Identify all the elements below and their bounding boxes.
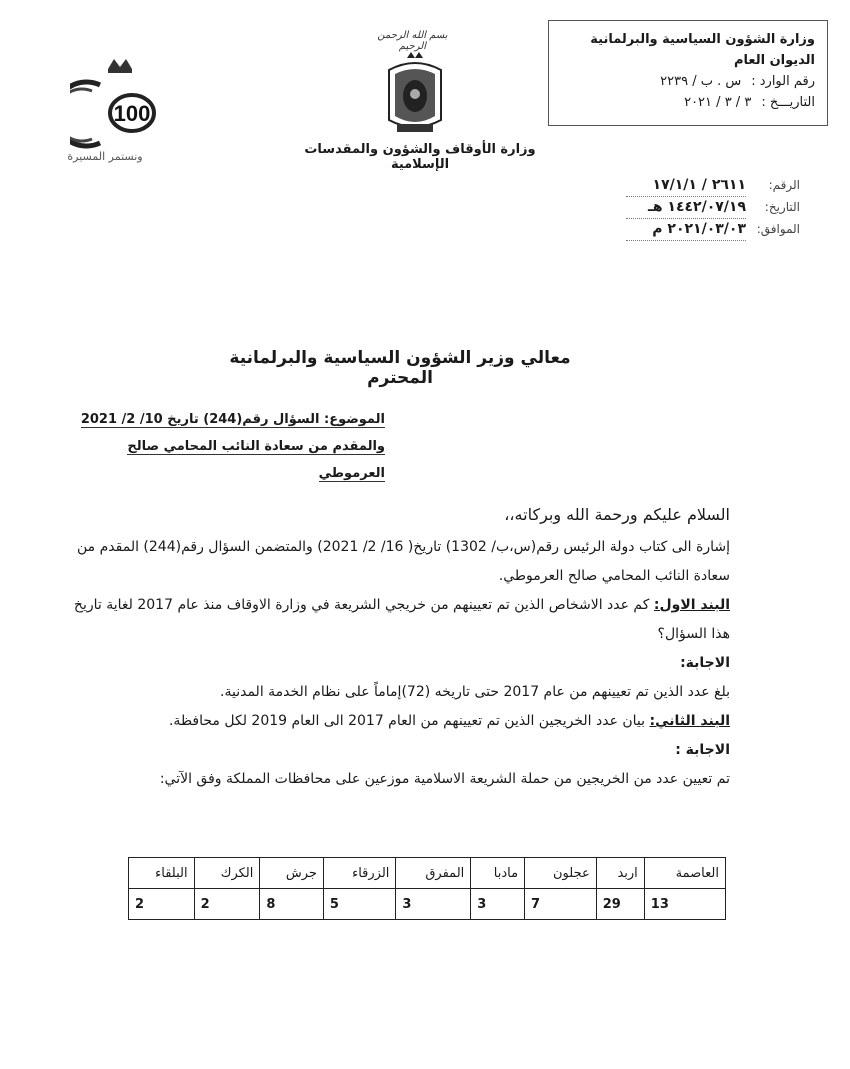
hijri-value: ١٤٤٢/٠٧/١٩ هـ: [626, 197, 746, 219]
stamp-date-label: التاريـــخ :: [761, 95, 815, 110]
table-header: المفرق: [396, 858, 471, 889]
ref-value: ٢٦١١ / ١٧/١/١: [626, 175, 746, 197]
stamp-office: الديوان العام: [733, 53, 815, 68]
governorate-table: [128, 857, 726, 920]
question-2-text: بيان عدد الخريجين الذين تم تعيينهم من العام 2017 الى العام 2019 لكل محافظة.: [168, 713, 650, 729]
coat-of-arms-icon: [375, 50, 455, 140]
stamp-incoming-value: س . ب / ٢٢٣٩: [660, 74, 742, 89]
table-row: [129, 889, 726, 920]
crown-icon: [108, 59, 132, 73]
table-header: مادبا: [471, 858, 525, 889]
answer-1-label: الاجابة:: [680, 655, 730, 671]
table-header: الكرك: [194, 858, 260, 889]
table-cell: 2: [129, 889, 195, 920]
answer-1-text: بلغ عدد الذين تم تعيينهم من عام 2017 حتى تاريخه (72)إماماً على نظام الخدمة المدنية.: [220, 684, 730, 700]
greg-row: [600, 219, 800, 241]
basmala: بسم الله الرحمن الرحيم: [377, 30, 448, 52]
ref-label: الرقم:: [768, 178, 800, 192]
greg-value: ٢٠٢١/٠٣/٠٣ م: [626, 219, 746, 241]
hijri-label: التاريخ:: [764, 200, 800, 214]
incoming-stamp: [548, 20, 828, 126]
table-cell: 8: [260, 889, 324, 920]
table-cell: 3: [396, 889, 471, 920]
subject-block: [60, 406, 385, 487]
reference-block: [600, 175, 800, 241]
ministry-name: وزارة الأوقاف والشؤون والمقدسات الإسلامية: [304, 142, 536, 172]
question-1-label: البند الاول:: [653, 597, 730, 613]
table-header: عجلون: [525, 858, 597, 889]
intro-paragraph: إشارة الى كتاب دولة الرئيس رقم(س،ب/ 1302) تاريخ( 16/ 2/ 2021) والمتضمن السؤال رقم(244) المقدم من سعادة النائب المحامي صالح العرموطي.: [77, 539, 730, 584]
question-1: [60, 591, 730, 649]
question-2: [60, 707, 730, 736]
stamp-incoming-row: [561, 71, 815, 92]
table-header: العاصمة: [644, 858, 725, 889]
table-header: اربد: [596, 858, 644, 889]
table-header: الزرقاء: [323, 858, 396, 889]
table-cell: 13: [644, 889, 725, 920]
question-2-label: البند الثاني:: [649, 713, 730, 729]
answer-2-label: الاجابة :: [675, 742, 730, 758]
subject-line-1: الموضوع: السؤال رقم(244) تاريخ 10/ 2/ 2021: [80, 412, 385, 427]
table-cell: 2: [194, 889, 260, 920]
table-cell: 29: [596, 889, 644, 920]
table-cell: 3: [471, 889, 525, 920]
addressee: معالي وزير الشؤون السياسية والبرلمانية المحترم: [229, 348, 571, 388]
ref-row: [600, 175, 800, 197]
logo-number: 100: [113, 101, 151, 126]
answer-2-text: تم تعيين عدد من الخريجين من حملة الشريعة الاسلامية موزعين على محافظات المملكة وفق الآتي:: [159, 771, 730, 787]
subject-line-2: والمقدم من سعادة النائب المحامي صالح العرموطي: [127, 439, 385, 481]
logo-caption: ونستمر المسيرة: [67, 150, 143, 163]
stamp-incoming-label: رقم الوارد :: [751, 74, 815, 89]
question-1-text: كم عدد الاشخاص الذين تم تعيينهم من خريجي الشريعة في وزارة الاوقاف منذ عام 2017 لغاية تاريخ هذا السؤال؟: [73, 597, 730, 642]
greg-label: الموافق:: [756, 222, 800, 236]
table-cell: 5: [323, 889, 396, 920]
stamp-date-value: ٣ / ٣ / ٢٠٢١: [684, 95, 752, 110]
stamp-date-row: [561, 92, 815, 113]
table-cell: 7: [525, 889, 597, 920]
table-header-row: [129, 858, 726, 889]
greeting: السلام عليكم ورحمة الله وبركاته،،: [504, 505, 730, 524]
letter-body: [60, 500, 730, 794]
table-header: البلقاء: [129, 858, 195, 889]
table-header: جرش: [260, 858, 324, 889]
stamp-ministry: وزارة الشؤون السياسية والبرلمانية: [590, 32, 815, 47]
hijri-row: [600, 197, 800, 219]
